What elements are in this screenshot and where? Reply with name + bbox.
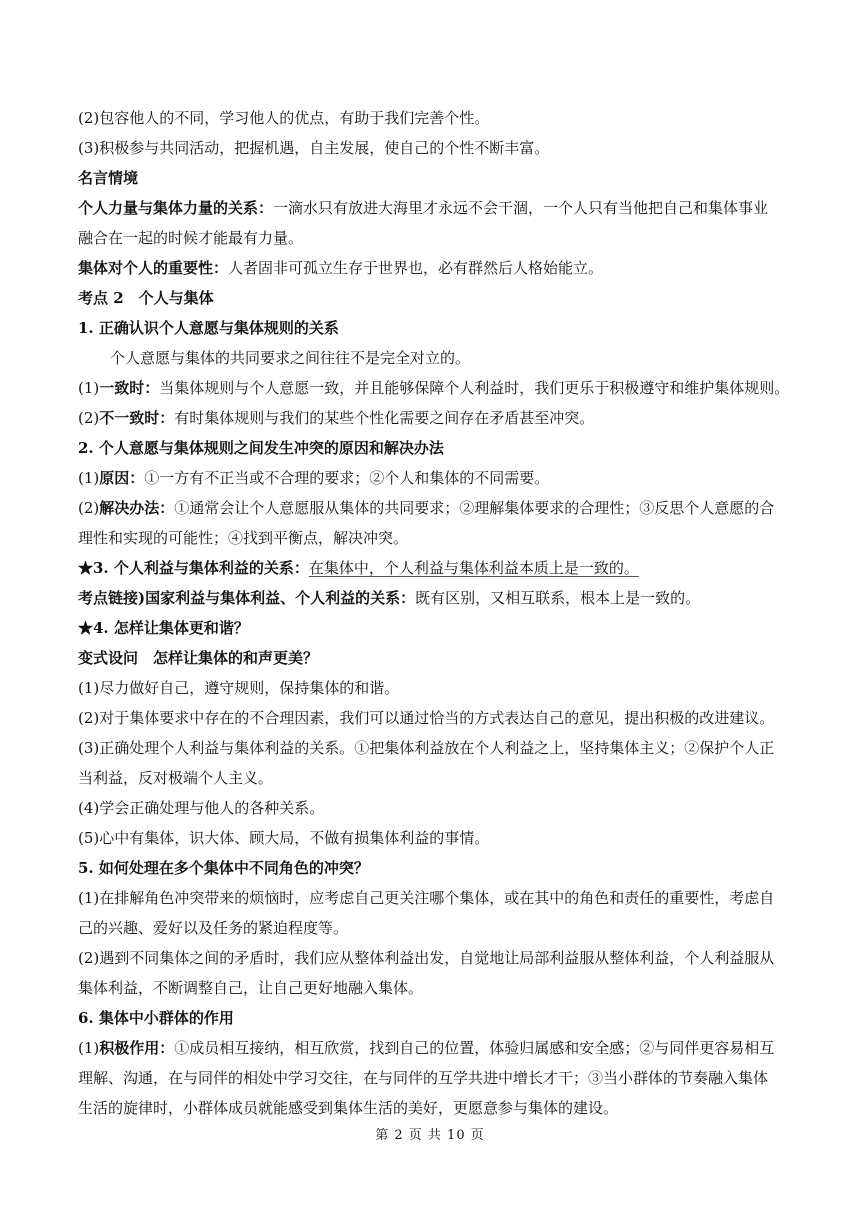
text-line: (1)尽力做好自己，遵守规则，保持集体的和谐。 — [78, 679, 400, 697]
text-line: (1)积极作用：①成员相互接纳，相互欣赏，找到自己的位置，体验归属感和安全感；②与同伴更容易相互 — [78, 1039, 775, 1057]
text-line: (3)正确处理个人利益与集体利益的关系。①把集体利益放在个人利益之上，坚持集体主义；②保护个人正 — [78, 739, 775, 757]
section-heading: 名言情境 — [78, 169, 139, 187]
text-line: 个人意愿与集体的共同要求之间往往不是完全对立的。 — [110, 349, 471, 367]
text-line: (2)包容他人的不同，学习他人的优点，有助于我们完善个性。 — [78, 109, 490, 127]
text-line: (4)学会正确处理与他人的各种关系。 — [78, 799, 325, 817]
text-line: (2)不一致时：有时集体规则与我们的某些个性化需要之间存在矛盾甚至冲突。 — [78, 409, 595, 427]
text-line: (2)对于集体要求中存在的不合理因素，我们可以通过恰当的方式表达自己的意见，提出积极的改进建议。 — [78, 709, 775, 727]
section-heading: 6. 集体中小群体的作用 — [78, 1009, 234, 1027]
section-heading: ★4. 怎样让集体更和谐？ — [78, 619, 249, 637]
text-line: (1)原因：①一方有不正当或不合理的要求；②个人和集体的不同需要。 — [78, 469, 550, 487]
text-line: 集体利益，不断调整自己，让自己更好地融入集体。 — [78, 979, 424, 997]
section-heading: 5. 如何处理在多个集体中不同角色的冲突？ — [78, 859, 369, 877]
text-line: 个人力量与集体力量的关系：一滴水只有放进大海里才永远不会干涸，一个人只有当他把自己和集体事业 — [78, 199, 769, 217]
text-line: ★3. 个人利益与集体利益的关系：在集体中，个人利益与集体利益本质上是一致的。 — [78, 559, 639, 577]
section-heading: 1. 正确认识个人意愿与集体规则的关系 — [78, 319, 339, 337]
text-line: (2)解决办法：①通常会让个人意愿服从集体的共同要求；②理解集体要求的合理性；③反思个人意愿的合 — [78, 499, 775, 517]
section-heading: 考点 2 个人与集体 — [78, 289, 214, 307]
text-line: (1)一致时：当集体规则与个人意愿一致，并且能够保障个人利益时，我们更乐于积极遵守和维护集体规则。 — [78, 379, 790, 397]
section-heading: 2. 个人意愿与集体规则之间发生冲突的原因和解决办法 — [78, 439, 444, 457]
text-line: 生活的旋律时，小群体成员就能感受到集体生活的美好，更愿意参与集体的建设。 — [78, 1099, 619, 1117]
text-line: 理解、沟通，在与同伴的相处中学习交往，在与同伴的互学共进中增长才干；③当小群体的节奏融入集体 — [78, 1069, 769, 1087]
text-line: 考点链接)国家利益与集体利益、个人利益的关系：既有区别，又相互联系，根本上是一致的。 — [78, 589, 701, 607]
text-line: (1)在排解角色冲突带来的烦恼时，应考虑自己更关注哪个集体，或在其中的角色和责任的重要性，考虑自 — [78, 889, 775, 907]
text-line: 理性和实现的可能性；④找到平衡点，解决冲突。 — [78, 529, 409, 547]
text-line: (5)心中有集体，识大体、顾大局，不做有损集体利益的事情。 — [78, 829, 490, 847]
section-heading: 变式设问 怎样让集体的和声更美？ — [78, 649, 319, 667]
text-line: 当利益，反对极端个人主义。 — [78, 769, 274, 787]
text-line: (2)遇到不同集体之间的矛盾时，我们应从整体利益出发，自觉地让局部利益服从整体利益，个人利益服从 — [78, 949, 775, 967]
text-line: (3)积极参与共同活动，把握机遇，自主发展，使自己的个性不断丰富。 — [78, 139, 550, 157]
text-line: 融合在一起的时候才能最有力量。 — [78, 229, 304, 247]
page-number: 第 2 页 共 10 页 — [375, 1128, 485, 1143]
text-line: 己的兴趣、爱好以及任务的紧迫程度等。 — [78, 919, 349, 937]
text-line: 集体对个人的重要性：人者固非可孤立生存于世界也，必有群然后人格始能立。 — [78, 259, 604, 277]
